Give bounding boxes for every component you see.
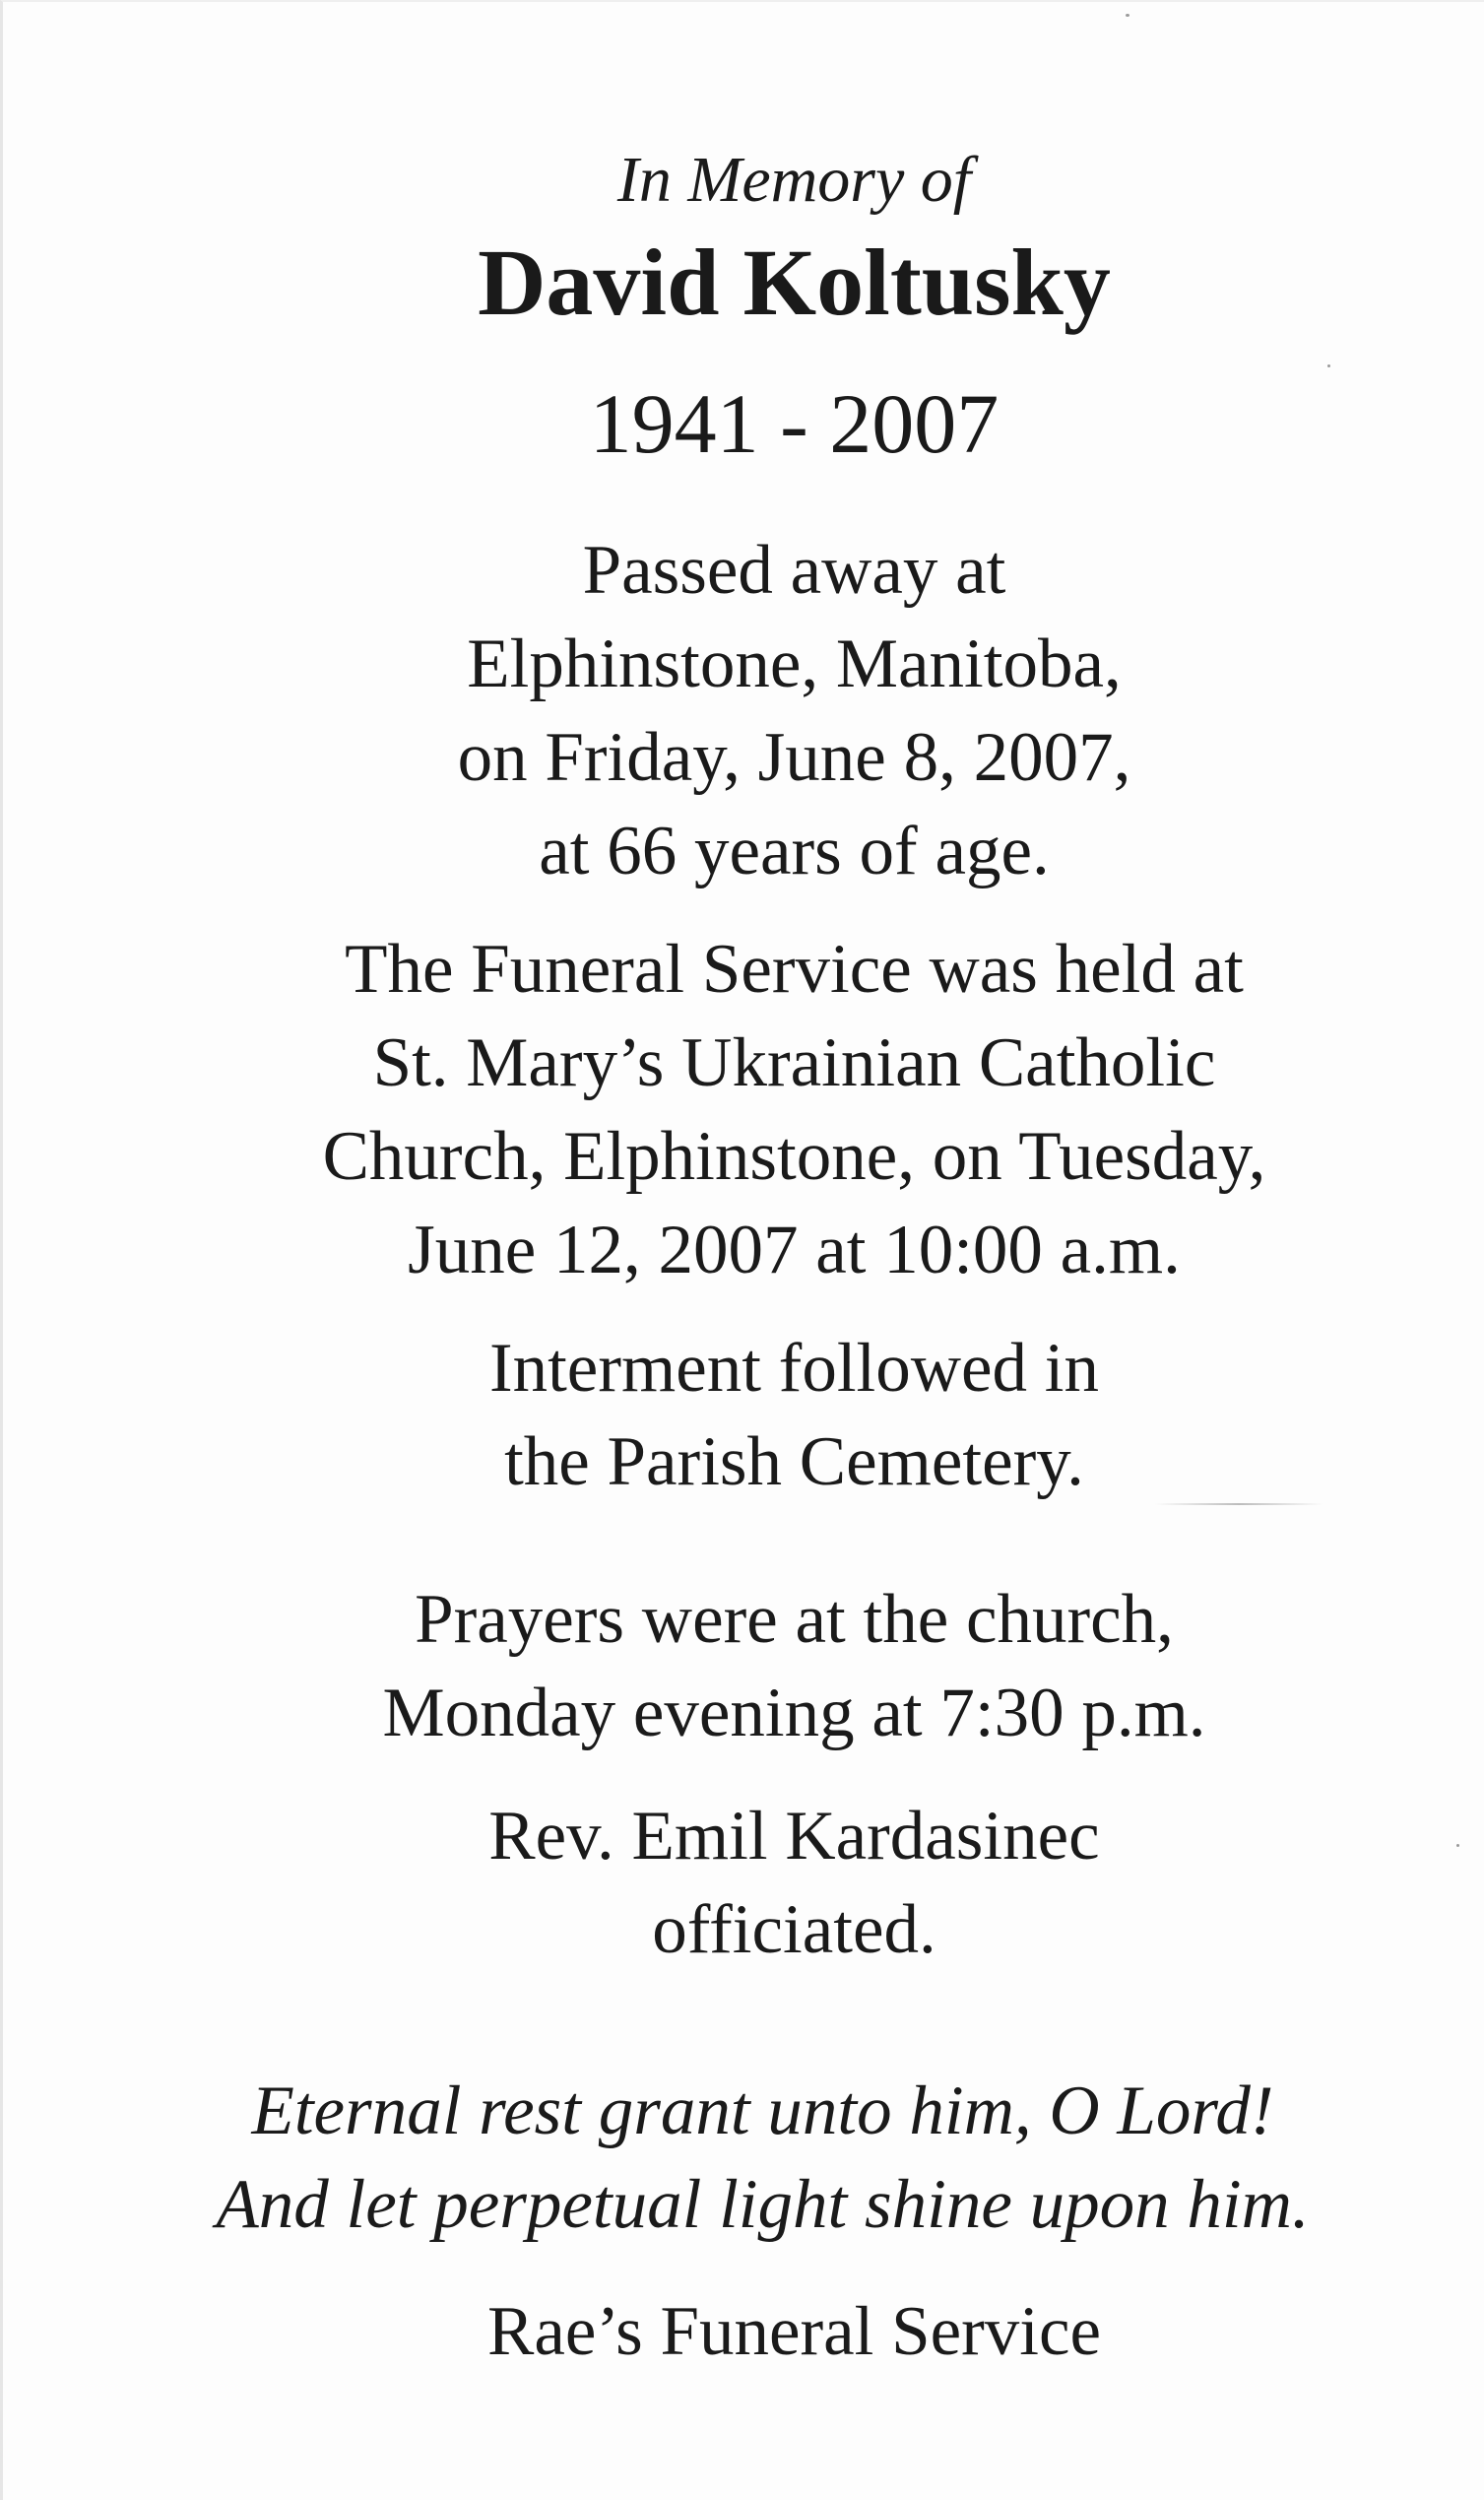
passing-line: Elphinstone, Manitoba,: [467, 625, 1122, 702]
prayers-line: Prayers were at the church,: [415, 1581, 1174, 1658]
life-years: 1941 - 2007: [589, 376, 1000, 471]
verse-line: And let perpetual light shine upon him.: [216, 2166, 1310, 2243]
passing-line: on Friday, June 8, 2007,: [457, 719, 1131, 796]
officiant-paragraph: [52, 1790, 1484, 1977]
funeral-home: Rae’s Funeral Service: [486, 2293, 1102, 2370]
paper-speck: [1327, 364, 1330, 367]
interment-line: Interment followed in: [488, 1330, 1100, 1407]
funeral-line: June 12, 2007 at 10:00 a.m.: [408, 1212, 1181, 1288]
officiant-line: Rev. Emil Kardasinec: [488, 1798, 1100, 1875]
verse-line: Eternal rest grant unto him, O Lord!: [251, 2072, 1274, 2149]
funeral-paragraph: [52, 923, 1484, 1297]
funeral-line: Church, Elphinstone, on Tuesday,: [322, 1118, 1266, 1195]
interment-paragraph: [52, 1322, 1484, 1509]
passing-line: Passed away at: [582, 532, 1006, 609]
funeral-line: The Funeral Service was held at: [345, 931, 1244, 1008]
funeral-line: St. Mary’s Ukrainian Catholic: [372, 1024, 1216, 1101]
prayers-line: Monday evening at 7:30 p.m.: [382, 1675, 1206, 1751]
interment-line: the Parish Cemetery.: [504, 1423, 1084, 1500]
faint-rule: [1155, 1503, 1323, 1505]
officiant-line: officiated.: [652, 1891, 936, 1968]
intro-heading: In Memory of: [616, 144, 972, 216]
paper-speck: [1456, 1844, 1459, 1847]
verse-paragraph: [21, 2065, 1484, 2252]
passing-line: at 66 years of age.: [539, 813, 1050, 889]
passing-paragraph: [52, 524, 1484, 898]
prayers-paragraph: [52, 1573, 1484, 1760]
paper-speck: [1126, 14, 1129, 17]
deceased-name: David Koltusky: [478, 230, 1111, 335]
